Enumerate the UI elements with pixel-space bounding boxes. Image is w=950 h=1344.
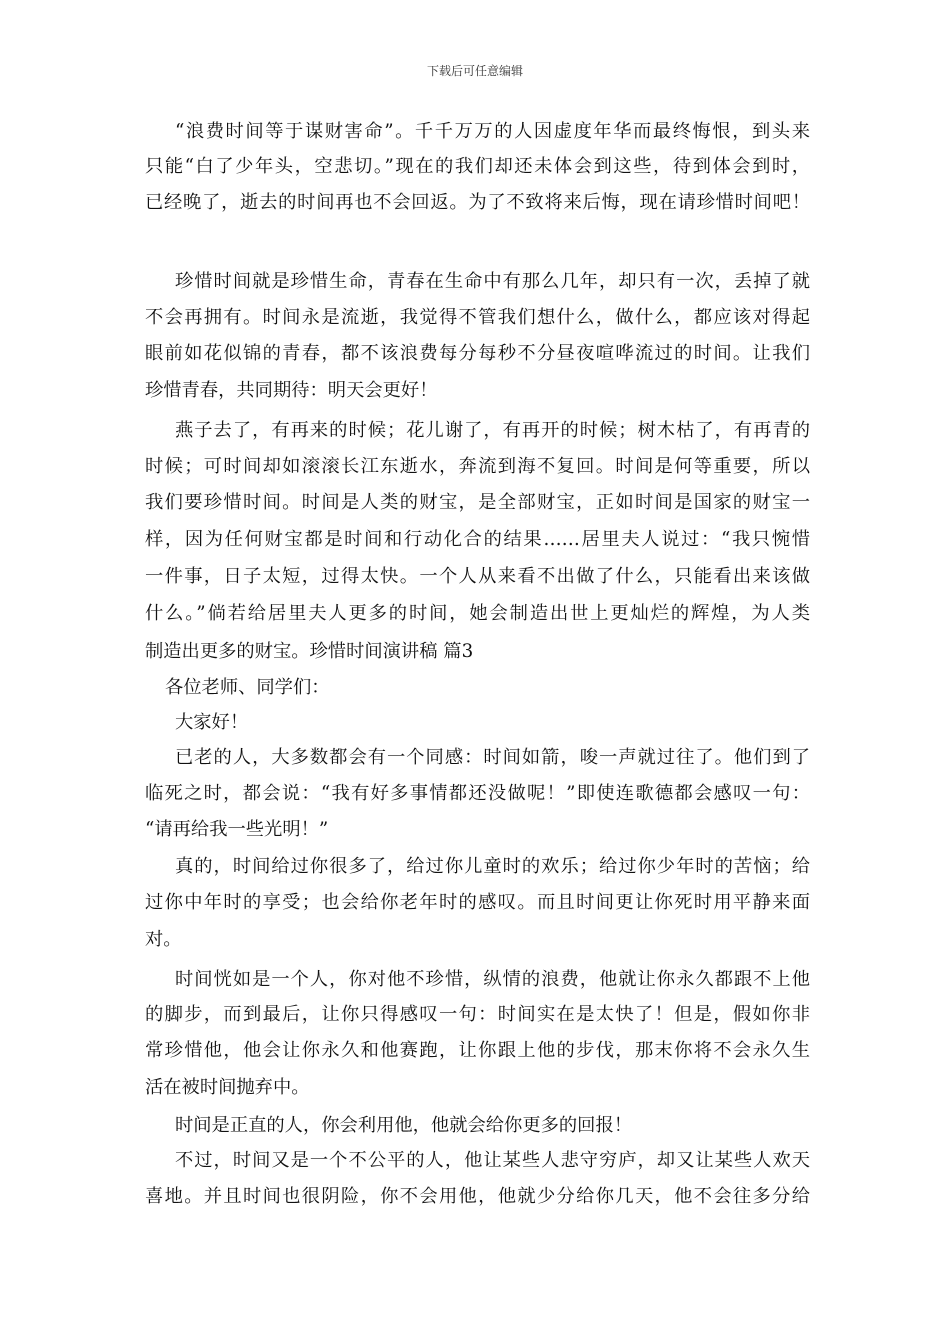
text-line: 不过，时间又是一个不公平的人，他让某些人悲守穷庐，却又让某些人欢天 [175, 1150, 810, 1171]
text-line: 喜地。并且时间也很阴险，你不会用他，他就少分给你几天，他不会往多分给 [145, 1186, 810, 1207]
text-line: 已经晚了，逝去的时间再也不会回返。为了不致将来后悔，现在请珍惜时间吧！ [145, 192, 810, 213]
text-line: 时间是正直的人，你会利用他，他就会给你更多的回报！ [175, 1115, 633, 1136]
text-line: 过你中年时的享受；也会给你老年时的感叹。而且时间更让你死时用平静来面 [145, 892, 810, 913]
text-line: 珍惜时间就是珍惜生命，青春在生命中有那么几年，却只有一次，丢掉了就 [175, 271, 810, 292]
text-line: 真的，时间给过你很多了，给过你儿童时的欢乐；给过你少年时的苦恼；给 [175, 856, 810, 877]
text-line: 珍惜青春，共同期待：明天会更好！ [145, 380, 438, 401]
text-line: 活在被时间抛弃中。 [145, 1077, 310, 1098]
text-line: 时候；可时间却如滚滚长江东逝水，奔流到海不复回。时间是何等重要，所以 [145, 456, 810, 477]
text-line: 燕子去了，有再来的时候；花儿谢了，有再开的时候；树木枯了，有再青的 [175, 420, 810, 441]
text-line: 制造出更多的财宝。珍惜时间演讲稿 篇3 [145, 641, 474, 662]
text-line: “浪费时间等于谋财害命”。千千万万的人因虚度年华而最终悔恨，到头来 [175, 121, 810, 142]
text-line: 我们要珍惜时间。时间是人类的财宝，是全部财宝，正如时间是国家的财宝一 [145, 492, 810, 513]
text-line: 眼前如花似锦的青春，都不该浪费每分每秒不分昼夜喧哗流过的时间。让我们 [145, 343, 810, 364]
text-line: 大家好！ [175, 712, 249, 733]
text-line: 对。 [145, 929, 182, 950]
page-header: 下载后可任意编辑 [426, 64, 523, 78]
text-line: 只能“白了少年头，空悲切。”现在的我们却还未体会到这些，待到体会到时， [145, 156, 810, 177]
text-line: 各位老师、同学们： [165, 677, 330, 698]
text-line: 时间恍如是一个人，你对他不珍惜，纵情的浪费，他就让你永久都跟不上他 [175, 969, 810, 990]
text-line: 已老的人，大多数都会有一个同感：时间如箭，唆一声就过往了。他们到了 [175, 747, 810, 768]
text-line: 常珍惜他，他会让你永久和他赛跑，让你跟上他的步伐，那末你将不会永久生 [145, 1040, 810, 1061]
text-line: 临死之时，都会说：“我有好多事情都还没做呢！”即使连歌德都会感叹一句： [145, 783, 810, 804]
text-line: “请再给我一些光明！” [145, 819, 329, 840]
text-line: 样，因为任何财宝都是时间和行动化合的结果……居里夫人说过：“我只惋惜 [145, 529, 810, 550]
text-line: 不会再拥有。时间永是流逝，我觉得不管我们想什么，做什么，都应该对得起 [145, 307, 810, 328]
text-line: 的脚步，而到最后，让你只得感叹一句：时间实在是太快了！但是，假如你非 [145, 1004, 810, 1025]
text-line: 一件事，日子太短，过得太快。一个人从来看不出做了什么，只能看出来该做 [145, 566, 810, 587]
text-line: 什么。”倘若给居里夫人更多的时间，她会制造出世上更灿烂的辉煌，为人类 [145, 603, 810, 624]
